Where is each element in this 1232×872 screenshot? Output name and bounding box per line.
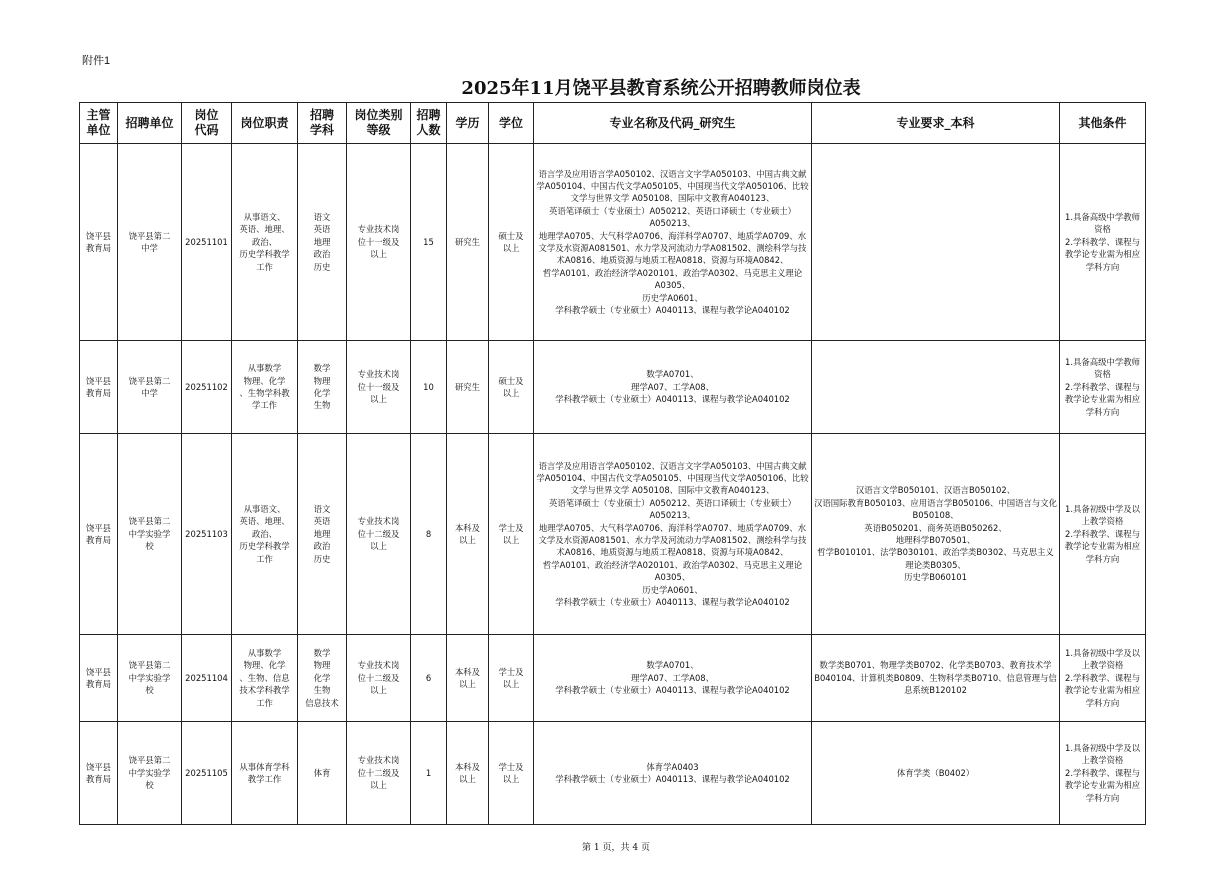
cell-ug-major [812, 144, 1060, 341]
cell-dept: 饶平县 教育局 [80, 722, 118, 825]
cell-other: 1.具备初级中学及以上教学资格 2.学科教学、课程与教学论专业需为相应学科方向 [1060, 434, 1146, 635]
table-header-row [80, 103, 1146, 144]
col-header-degree: 学位 [489, 103, 534, 144]
cell-unit: 饶平县第二 中学实验学 校 [118, 722, 182, 825]
cell-grad-major: 语言学及应用语言学A050102、汉语言文字学A050103、中国古典文献学A050104、中国古代文学A050105、中国现当代文学A050106、比较文学与世界文学 A050108、国际中文教育A040123、 英语笔译硕士（专业硕士）A050212、英语口译硕士（专业硕士）A050213、 地理学A0705、大气科学A0706、海洋科学A0707、地质学A0709、水文学及水资源A081501、水力学及河流动力学A081502、测绘科学与技术A0816、地质资源与地质工程A0818、资源与环境A0842、 哲学A0101、政治经济学A020101、政治学A0302、马克思主义理论A0305、 历史学A0601、 学科教学硕士（专业硕士）A040113、课程与教学论A040102 [534, 434, 812, 635]
cell-duty: 从事数学 物理、化学 、生物、信息 技术学科教学 工作 [232, 635, 298, 722]
cell-unit: 饶平县第二 中学 [118, 341, 182, 434]
table-row [80, 341, 1146, 434]
cell-code: 20251101 [182, 144, 232, 341]
col-header-dept: 主管 单位 [80, 103, 118, 144]
cell-education: 本科及 以上 [447, 635, 489, 722]
cell-count: 8 [411, 434, 447, 635]
cell-subject: 体育 [298, 722, 347, 825]
col-header-code: 岗位 代码 [182, 103, 232, 144]
cell-category: 专业技术岗 位十二级及 以上 [347, 722, 411, 825]
cell-dept: 饶平县 教育局 [80, 635, 118, 722]
cell-grad-major: 体育学A0403 学科教学硕士（专业硕士）A040113、课程与教学论A040102 [534, 722, 812, 825]
col-header-duty: 岗位职责 [232, 103, 298, 144]
cell-duty: 从事体育学科 教学工作 [232, 722, 298, 825]
cell-ug-major: 数学类B0701、物理学类B0702、化学类B0703、教育技术学B040104、计算机类B0809、生物科学类B0710、信息管理与信息系统B120102 [812, 635, 1060, 722]
cell-subject: 语文 英语 地理 政治 历史 [298, 144, 347, 341]
cell-degree: 硕士及 以上 [489, 341, 534, 434]
attachment-label: 附件1 [82, 55, 111, 67]
cell-dept: 饶平县 教育局 [80, 341, 118, 434]
page-number: 第 1 页，共 4 页 [582, 843, 650, 853]
recruitment-table [79, 102, 1146, 825]
document-title: 2025年11月饶平县教育系统公开招聘教师岗位表 [461, 78, 861, 99]
cell-count: 15 [411, 144, 447, 341]
cell-code: 20251105 [182, 722, 232, 825]
cell-duty: 从事语文、 英语、地理、 政治、 历史学科教学 工作 [232, 144, 298, 341]
cell-code: 20251103 [182, 434, 232, 635]
cell-category: 专业技术岗 位十二级及 以上 [347, 434, 411, 635]
cell-degree: 学士及 以上 [489, 434, 534, 635]
cell-other: 1.具备初级中学及以上教学资格 2.学科教学、课程与教学论专业需为相应学科方向 [1060, 722, 1146, 825]
cell-education: 研究生 [447, 341, 489, 434]
cell-other: 1.具备高级中学教师资格 2.学科教学、课程与教学论专业需为相应学科方向 [1060, 144, 1146, 341]
cell-category: 专业技术岗 位十一级及 以上 [347, 341, 411, 434]
cell-duty: 从事数学 物理、化学 、生物学科教 学工作 [232, 341, 298, 434]
col-header-ug-major: 专业要求_本科 [812, 103, 1060, 144]
col-header-other: 其他条件 [1060, 103, 1146, 144]
cell-subject: 数学 物理 化学 生物 信息技术 [298, 635, 347, 722]
cell-count: 10 [411, 341, 447, 434]
cell-unit: 饶平县第二 中学 [118, 144, 182, 341]
cell-degree: 学士及 以上 [489, 722, 534, 825]
cell-grad-major: 数学A0701、 理学A07、工学A08、 学科教学硕士（专业硕士）A040113、课程与教学论A040102 [534, 635, 812, 722]
cell-code: 20251104 [182, 635, 232, 722]
cell-dept: 饶平县 教育局 [80, 434, 118, 635]
table-row [80, 144, 1146, 341]
cell-code: 20251102 [182, 341, 232, 434]
cell-degree: 硕士及 以上 [489, 144, 534, 341]
cell-ug-major [812, 341, 1060, 434]
cell-subject: 语文 英语 地理 政治 历史 [298, 434, 347, 635]
cell-dept: 饶平县 教育局 [80, 144, 118, 341]
col-header-subject: 招聘 学科 [298, 103, 347, 144]
cell-other: 1.具备高级中学教师资格 2.学科教学、课程与教学论专业需为相应学科方向 [1060, 341, 1146, 434]
table-row [80, 434, 1146, 635]
col-header-education: 学历 [447, 103, 489, 144]
col-header-category: 岗位类别 等级 [347, 103, 411, 144]
cell-category: 专业技术岗 位十一级及 以上 [347, 144, 411, 341]
cell-education: 本科及 以上 [447, 434, 489, 635]
cell-other: 1.具备初级中学及以上教学资格 2.学科教学、课程与教学论专业需为相应学科方向 [1060, 635, 1146, 722]
col-header-grad-major: 专业名称及代码_研究生 [534, 103, 812, 144]
cell-duty: 从事语文、 英语、地理、 政治、 历史学科教学 工作 [232, 434, 298, 635]
cell-unit: 饶平县第二 中学实验学 校 [118, 635, 182, 722]
cell-grad-major: 数学A0701、 理学A07、工学A08、 学科教学硕士（专业硕士）A040113、课程与教学论A040102 [534, 341, 812, 434]
cell-education: 本科及 以上 [447, 722, 489, 825]
table-row [80, 722, 1146, 825]
cell-degree: 学士及 以上 [489, 635, 534, 722]
cell-count: 1 [411, 722, 447, 825]
cell-unit: 饶平县第二 中学实验学 校 [118, 434, 182, 635]
cell-count: 6 [411, 635, 447, 722]
col-header-count: 招聘 人数 [411, 103, 447, 144]
cell-category: 专业技术岗 位十二级及 以上 [347, 635, 411, 722]
cell-education: 研究生 [447, 144, 489, 341]
table-row [80, 635, 1146, 722]
cell-grad-major: 语言学及应用语言学A050102、汉语言文字学A050103、中国古典文献学A050104、中国古代文学A050105、中国现当代文学A050106、比较文学与世界文学 A050108、国际中文教育A040123、 英语笔译硕士（专业硕士）A050212、英语口译硕士（专业硕士）A050213、 地理学A0705、大气科学A0706、海洋科学A0707、地质学A0709、水文学及水资源A081501、水力学及河流动力学A081502、测绘科学与技术A0816、地质资源与地质工程A0818、资源与环境A0842、 哲学A0101、政治经济学A020101、政治学A0302、马克思主义理论A0305、 历史学A0601、 学科教学硕士（专业硕士）A040113、课程与教学论A040102 [534, 144, 812, 341]
cell-ug-major: 汉语言文学B050101、汉语言B050102、 汉语国际教育B050103、应用语言学B050106、中国语言与文化B050108、 英语B050201、商务英语B050262、 地理科学B070501、 哲学B010101、法学B030101、政治学类B0302、马克思主义理论类B0305、 历史学B060101 [812, 434, 1060, 635]
cell-ug-major: 体育学类（B0402） [812, 722, 1060, 825]
cell-subject: 数学 物理 化学 生物 [298, 341, 347, 434]
col-header-unit: 招聘单位 [118, 103, 182, 144]
